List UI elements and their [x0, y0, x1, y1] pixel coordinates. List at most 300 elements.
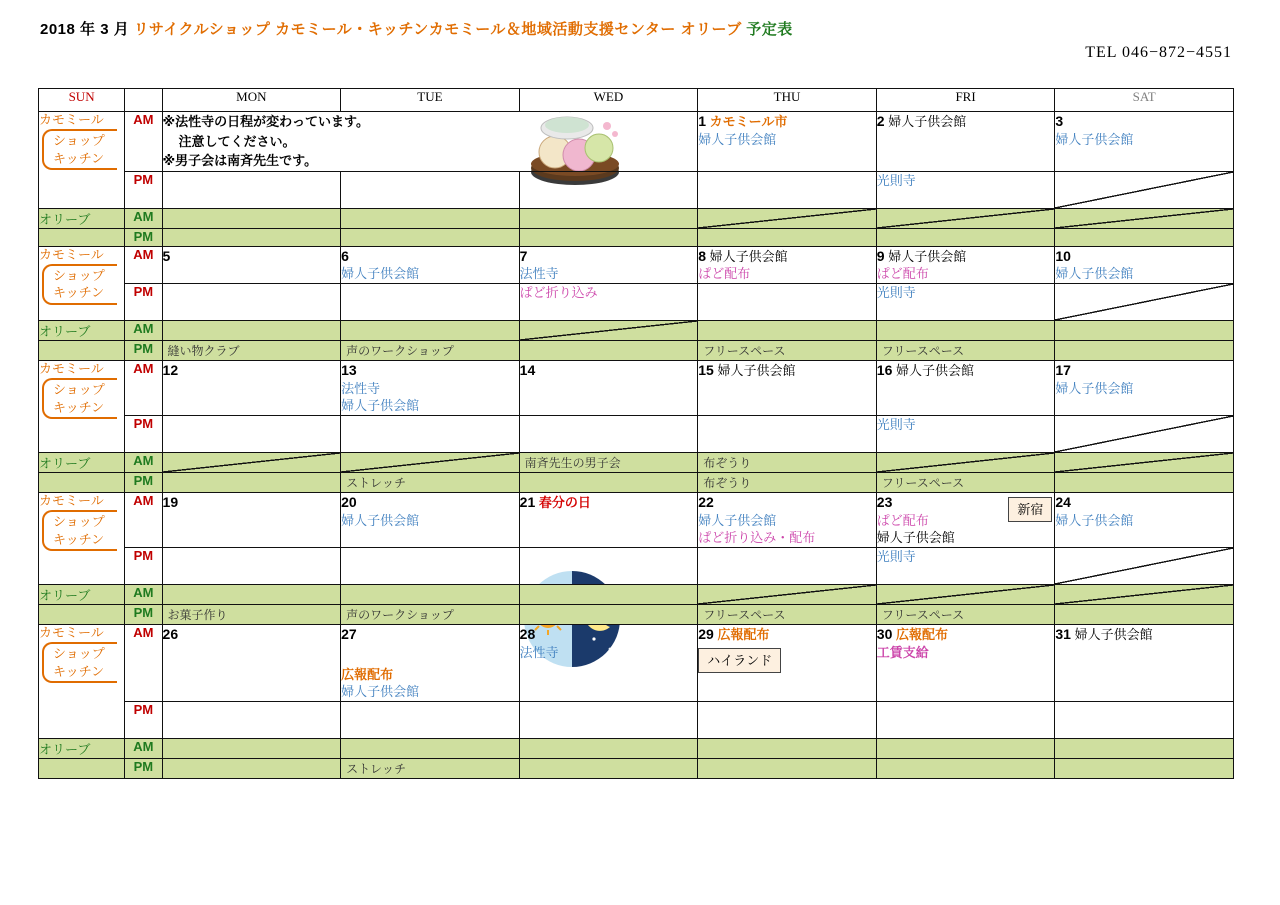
olive-event [341, 209, 519, 211]
olive-event: 布ぞうり [703, 475, 752, 490]
olive-am-cell[interactable] [162, 452, 341, 472]
event-text: 婦人子供会館 [341, 684, 420, 700]
day-cell-pm[interactable] [519, 415, 698, 452]
olive-event [163, 739, 341, 741]
am-label: AM [125, 492, 162, 547]
table-header-row [39, 89, 1234, 112]
olive-pm-cell[interactable] [876, 472, 1055, 492]
olive-event: お菓子作り [167, 607, 228, 622]
olive-pm-cell[interactable] [341, 604, 520, 624]
day-number: 15 [698, 361, 714, 378]
olive-pm-cell[interactable] [519, 472, 698, 492]
olive-am-cell[interactable] [1055, 738, 1234, 758]
olive-am-cell[interactable] [519, 208, 698, 228]
olive-am-cell[interactable] [698, 320, 877, 340]
olive-event: フリースペース [703, 607, 786, 622]
olive-pm-label: PM [125, 340, 162, 360]
event-text: 婦人子供会館 [698, 131, 777, 147]
telephone: TEL 046−872−4551 [1085, 44, 1232, 61]
event-text: 婦人子供会館 [698, 512, 777, 528]
olive-am-row [39, 208, 1234, 228]
olive-event [520, 229, 698, 231]
day-cell-pm[interactable] [1055, 415, 1234, 452]
day-cell[interactable] [698, 492, 877, 547]
olive-label: オリーブ [39, 320, 125, 340]
header-org: リサイクルショップ カモミール・キッチンカモミール＆地域活動支援センター オリーブ [133, 21, 742, 38]
olive-am-cell[interactable] [519, 452, 698, 472]
pm-label: PM [125, 171, 162, 208]
event-text: 婦人子供会館 [876, 530, 955, 546]
olive-pm-label: PM [125, 604, 162, 624]
olive-am-cell[interactable] [698, 584, 877, 604]
day-number: 29 [698, 625, 714, 642]
day-cell-pm[interactable] [162, 415, 341, 452]
notes-cell: ※法性寺の日程が変わっています。 注意してください。 ※男子会は南斉先生です。 [162, 112, 698, 172]
event-text: カモミール市 [709, 114, 788, 129]
olive-event [1055, 453, 1233, 455]
olive-am-cell[interactable] [341, 452, 520, 472]
day-number: 26 [162, 625, 179, 642]
kamomiru-label: カモミール ショップ キッチン [39, 246, 125, 320]
olive-pm-cell[interactable] [162, 604, 341, 624]
day-number: 19 [162, 493, 179, 510]
olive-pm-cell[interactable] [1055, 604, 1234, 624]
olive-event: フリースペース [881, 607, 965, 622]
olive-event: フリースペース [881, 475, 965, 490]
olive-pm-cell[interactable] [341, 758, 520, 778]
olive-pm-row [39, 228, 1234, 246]
day-cell-pm[interactable] [876, 415, 1055, 452]
olive-pm-cell[interactable] [698, 758, 877, 778]
olive-event [877, 321, 1055, 323]
olive-am-row [39, 320, 1234, 340]
olive-am-cell[interactable] [1055, 320, 1234, 340]
olive-pm-cell[interactable] [162, 758, 341, 778]
event-text: 法性寺 [519, 266, 559, 282]
olive-event [877, 585, 1055, 587]
olive-pm-cell[interactable] [876, 758, 1055, 778]
day-number: 10 [1055, 247, 1071, 264]
day-cell-pm[interactable] [876, 547, 1055, 584]
day-number: 21 [519, 493, 536, 510]
olive-am-cell[interactable] [341, 584, 520, 604]
olive-pm-cell[interactable] [698, 604, 877, 624]
event-text: 婦人子供会館 [1074, 626, 1153, 642]
day-number: 1 [698, 113, 707, 129]
olive-event: 南斉先生の男子会 [524, 455, 621, 470]
olive-pm-cell[interactable] [341, 472, 520, 492]
event-text: 春分の日 [538, 494, 591, 510]
day-number: 17 [1055, 361, 1071, 378]
olive-am-cell[interactable] [162, 208, 341, 228]
olive-pm-cell[interactable] [1055, 228, 1234, 246]
day-cell[interactable] [162, 492, 341, 547]
olive-pm-cell[interactable] [876, 228, 1055, 246]
olive-pm-cell[interactable] [876, 604, 1055, 624]
olive-pm-cell[interactable] [341, 228, 520, 246]
olive-am-cell[interactable] [876, 584, 1055, 604]
day-cell-pm[interactable] [698, 283, 877, 320]
day-cell[interactable] [698, 112, 877, 172]
olive-event [341, 321, 519, 323]
day-number: 5 [162, 247, 171, 264]
day-cell[interactable] [341, 492, 520, 547]
olive-event [877, 209, 1055, 211]
week-pm-row [39, 701, 1234, 738]
olive-event [1055, 229, 1233, 231]
olive-event [341, 229, 519, 231]
olive-event: 縫い物クラブ [167, 343, 240, 358]
day-cell[interactable] [1055, 246, 1234, 283]
olive-am-cell[interactable] [162, 738, 341, 758]
olive-am-cell[interactable] [162, 320, 341, 340]
olive-label: オリーブ [39, 584, 125, 604]
olive-am-cell[interactable] [1055, 208, 1234, 228]
day-cell-pm[interactable] [162, 701, 341, 738]
day-cell[interactable] [1055, 624, 1234, 701]
olive-pm-cell[interactable] [519, 228, 698, 246]
olive-am-cell[interactable] [162, 584, 341, 604]
event-text: 婦人子供会館 [1055, 380, 1134, 396]
day-cell[interactable] [162, 246, 341, 283]
olive-pm-cell[interactable] [698, 228, 877, 246]
olive-label-pm [39, 758, 125, 778]
day-cell-pm[interactable] [341, 547, 520, 584]
location-tag: 新宿 [1008, 497, 1052, 523]
day-number: 13 [341, 361, 357, 378]
olive-event [698, 229, 876, 231]
day-cell-pm[interactable] [162, 171, 341, 208]
day-number: 22 [698, 493, 714, 510]
header-date: 2018 年 3 月 [40, 21, 130, 38]
olive-event [163, 585, 341, 587]
olive-event [520, 341, 698, 343]
olive-label: オリーブ [39, 738, 125, 758]
week-pm-row [39, 171, 1234, 208]
event-text: 婦人子供会館 [896, 362, 975, 378]
olive-pm-label: PM [125, 472, 162, 492]
day-cell-pm[interactable] [519, 283, 698, 320]
week-am-row [39, 624, 1234, 701]
event-text: 婦人子供会館 [888, 114, 967, 129]
day-cell[interactable] [698, 246, 877, 283]
olive-pm-cell[interactable] [519, 758, 698, 778]
olive-am-row [39, 738, 1234, 758]
olive-pm-row [39, 472, 1234, 492]
olive-event [520, 759, 698, 761]
event-text: 婦人子供会館 [341, 398, 420, 414]
am-label: AM [125, 360, 162, 415]
olive-am-cell[interactable] [519, 584, 698, 604]
olive-event [520, 605, 698, 607]
olive-event: ストレッチ [346, 761, 406, 776]
day-number: 27 [341, 625, 357, 642]
olive-label: オリーブ [39, 208, 125, 228]
pm-label: PM [125, 283, 162, 320]
olive-pm-row [39, 340, 1234, 360]
olive-event [341, 739, 519, 741]
event-text: 広報配布 [896, 626, 949, 642]
olive-label-pm [39, 472, 125, 492]
olive-event [698, 585, 876, 587]
event-text: ぱど折り込み・配布 [698, 530, 816, 546]
event-text: 法性寺 [519, 644, 559, 660]
olive-am-label: AM [125, 320, 162, 340]
event-text: 光則寺 [876, 172, 916, 188]
olive-event [520, 739, 698, 741]
event-text: 婦人子供会館 [717, 362, 796, 378]
day-cell[interactable] [519, 624, 698, 701]
olive-event: 声のワークショップ [346, 607, 454, 622]
olive-pm-cell[interactable] [162, 340, 341, 360]
pm-label: PM [125, 547, 162, 584]
olive-pm-label: PM [125, 758, 162, 778]
olive-am-cell[interactable] [341, 320, 520, 340]
day-cell[interactable] [519, 492, 698, 547]
olive-event [1055, 341, 1233, 343]
day-cell[interactable] [876, 492, 1055, 547]
day-number: 14 [519, 361, 536, 378]
day-cell[interactable] [341, 360, 520, 415]
olive-event [163, 209, 341, 211]
olive-event [1055, 739, 1233, 741]
day-number: 20 [341, 493, 357, 510]
col-ampm [125, 89, 162, 112]
olive-pm-cell[interactable] [698, 472, 877, 492]
olive-pm-cell[interactable] [698, 340, 877, 360]
day-number: 31 [1055, 625, 1071, 642]
olive-am-cell[interactable] [876, 452, 1055, 472]
day-cell[interactable] [519, 360, 698, 415]
kamomiru-label: カモミール ショップ キッチン [39, 360, 125, 452]
col-wed: WED [519, 89, 698, 112]
event-text: 婦人子供会館 [1055, 512, 1134, 528]
page-header [40, 18, 793, 39]
day-cell[interactable] [1055, 112, 1234, 172]
day-cell[interactable] [876, 246, 1055, 283]
olive-label-pm [39, 228, 125, 246]
olive-label: オリーブ [39, 452, 125, 472]
kamomiru-label: カモミール ショップ キッチン [39, 112, 125, 209]
day-cell[interactable] [1055, 360, 1234, 415]
day-cell-pm[interactable] [162, 547, 341, 584]
day-number: 6 [341, 247, 349, 264]
olive-event [1055, 585, 1233, 587]
schedule-table [38, 88, 1234, 779]
olive-event [1055, 321, 1233, 323]
event-text: 光則寺 [876, 416, 916, 432]
olive-event: ストレッチ [346, 475, 406, 490]
day-cell-pm[interactable] [341, 283, 520, 320]
week-am-row [39, 112, 1234, 172]
day-cell[interactable] [876, 360, 1055, 415]
olive-pm-cell[interactable] [162, 472, 341, 492]
day-cell-pm[interactable] [519, 701, 698, 738]
event-text: 法性寺 [341, 380, 381, 396]
olive-event [520, 585, 698, 587]
pm-label: PM [125, 415, 162, 452]
olive-am-cell[interactable] [519, 738, 698, 758]
event-text: 光則寺 [876, 548, 916, 564]
week-am-row [39, 246, 1234, 283]
olive-am-cell[interactable] [1055, 452, 1234, 472]
olive-event [163, 473, 341, 475]
olive-event [877, 739, 1055, 741]
olive-event [1055, 605, 1233, 607]
day-cell[interactable] [1055, 492, 1234, 547]
olive-event [877, 229, 1055, 231]
olive-am-cell[interactable] [1055, 584, 1234, 604]
event-text: 婦人子供会館 [709, 248, 788, 264]
olive-event [877, 759, 1055, 761]
day-cell[interactable] [698, 624, 877, 701]
day-number: 3 [1055, 113, 1064, 129]
day-cell-pm[interactable] [1055, 171, 1234, 208]
olive-event [520, 321, 698, 323]
olive-pm-cell[interactable] [519, 604, 698, 624]
day-cell-pm[interactable] [519, 171, 698, 208]
olive-event [698, 209, 876, 211]
olive-pm-cell[interactable] [162, 228, 341, 246]
olive-am-cell[interactable] [341, 738, 520, 758]
olive-label-pm [39, 340, 125, 360]
day-cell[interactable] [876, 624, 1055, 701]
event-text: 広報配布 [341, 666, 394, 682]
day-number: 30 [876, 625, 893, 642]
day-cell-pm[interactable] [341, 701, 520, 738]
day-number: 7 [519, 247, 528, 264]
am-label: AM [125, 112, 162, 172]
day-cell[interactable] [341, 624, 520, 701]
olive-am-cell[interactable] [698, 208, 877, 228]
event-text: 婦人子供会館 [1055, 266, 1134, 282]
olive-event [163, 453, 341, 455]
olive-event [163, 229, 341, 231]
am-label: AM [125, 624, 162, 701]
day-number: 12 [162, 361, 179, 378]
kamomiru-label: カモミール ショップ キッチン [39, 624, 125, 738]
olive-pm-label: PM [125, 228, 162, 246]
week-pm-row [39, 415, 1234, 452]
day-number: 24 [1055, 493, 1071, 510]
day-cell-pm[interactable] [341, 171, 520, 208]
week-pm-row [39, 283, 1234, 320]
olive-am-label: AM [125, 738, 162, 758]
event-text: 光則寺 [876, 284, 916, 300]
olive-event [1055, 209, 1233, 211]
day-number: 2 [876, 113, 885, 129]
olive-am-row [39, 452, 1234, 472]
olive-am-row [39, 584, 1234, 604]
olive-pm-cell[interactable] [519, 340, 698, 360]
day-cell[interactable] [162, 624, 341, 701]
olive-am-cell[interactable] [876, 738, 1055, 758]
olive-pm-cell[interactable] [1055, 758, 1234, 778]
olive-pm-row [39, 758, 1234, 778]
day-number: 16 [876, 361, 893, 378]
day-cell-pm[interactable] [162, 283, 341, 320]
olive-am-cell[interactable] [876, 320, 1055, 340]
olive-pm-cell[interactable] [1055, 340, 1234, 360]
olive-am-cell[interactable] [876, 208, 1055, 228]
week-am-row [39, 492, 1234, 547]
day-cell-pm[interactable] [876, 283, 1055, 320]
am-label: AM [125, 246, 162, 283]
day-cell[interactable] [162, 360, 341, 415]
event-text: ぱど配布 [876, 266, 929, 282]
olive-am-cell[interactable] [341, 208, 520, 228]
col-tue: TUE [341, 89, 520, 112]
day-cell-pm[interactable] [698, 547, 877, 584]
olive-event [1055, 473, 1233, 475]
olive-event [163, 759, 341, 761]
day-cell-pm[interactable] [698, 701, 877, 738]
day-cell[interactable] [698, 360, 877, 415]
day-cell-pm[interactable] [698, 415, 877, 452]
olive-label-pm [39, 604, 125, 624]
col-fri: FRI [876, 89, 1055, 112]
event-text: 婦人子供会館 [341, 266, 420, 282]
olive-pm-row [39, 604, 1234, 624]
olive-pm-cell[interactable] [876, 340, 1055, 360]
header-title: 予定表 [746, 21, 793, 38]
day-cell-pm[interactable] [1055, 283, 1234, 320]
olive-event [520, 473, 698, 475]
day-number: 9 [876, 247, 885, 264]
day-cell-pm[interactable] [876, 701, 1055, 738]
day-cell-pm[interactable] [519, 547, 698, 584]
day-number: 8 [698, 247, 707, 264]
event-text: ぱど折り込み [519, 284, 598, 300]
day-cell-pm[interactable] [1055, 547, 1234, 584]
event-text: 婦人子供会館 [888, 248, 967, 264]
kamomiru-label: カモミール ショップ キッチン [39, 492, 125, 584]
olive-event [698, 759, 876, 761]
col-sat: SAT [1055, 89, 1234, 112]
olive-pm-cell[interactable] [341, 340, 520, 360]
olive-event [163, 321, 341, 323]
olive-event: フリースペース [703, 343, 786, 358]
olive-am-cell[interactable] [698, 452, 877, 472]
event-text: 広報配布 [717, 626, 770, 642]
olive-event [877, 453, 1055, 455]
day-cell[interactable] [341, 246, 520, 283]
day-cell-pm[interactable] [876, 171, 1055, 208]
week-pm-row [39, 547, 1234, 584]
olive-event [1055, 759, 1233, 761]
olive-am-cell[interactable] [698, 738, 877, 758]
olive-event: 声のワークショップ [346, 343, 454, 358]
olive-event [341, 453, 519, 455]
col-mon: MON [162, 89, 341, 112]
event-text: ぱど配布 [876, 512, 929, 528]
day-number: 28 [519, 625, 536, 642]
day-cell-pm[interactable] [698, 171, 877, 208]
day-cell[interactable] [519, 246, 698, 283]
olive-pm-cell[interactable] [1055, 472, 1234, 492]
olive-am-label: AM [125, 584, 162, 604]
event-text: 婦人子供会館 [1055, 131, 1134, 147]
olive-am-label: AM [125, 452, 162, 472]
day-cell-pm[interactable] [1055, 701, 1234, 738]
day-cell[interactable] [876, 112, 1055, 172]
olive-event [698, 739, 876, 741]
col-thu: THU [698, 89, 877, 112]
olive-event: 布ぞうり [703, 455, 752, 470]
day-cell-pm[interactable] [341, 415, 520, 452]
olive-event [341, 585, 519, 587]
olive-am-cell[interactable] [519, 320, 698, 340]
